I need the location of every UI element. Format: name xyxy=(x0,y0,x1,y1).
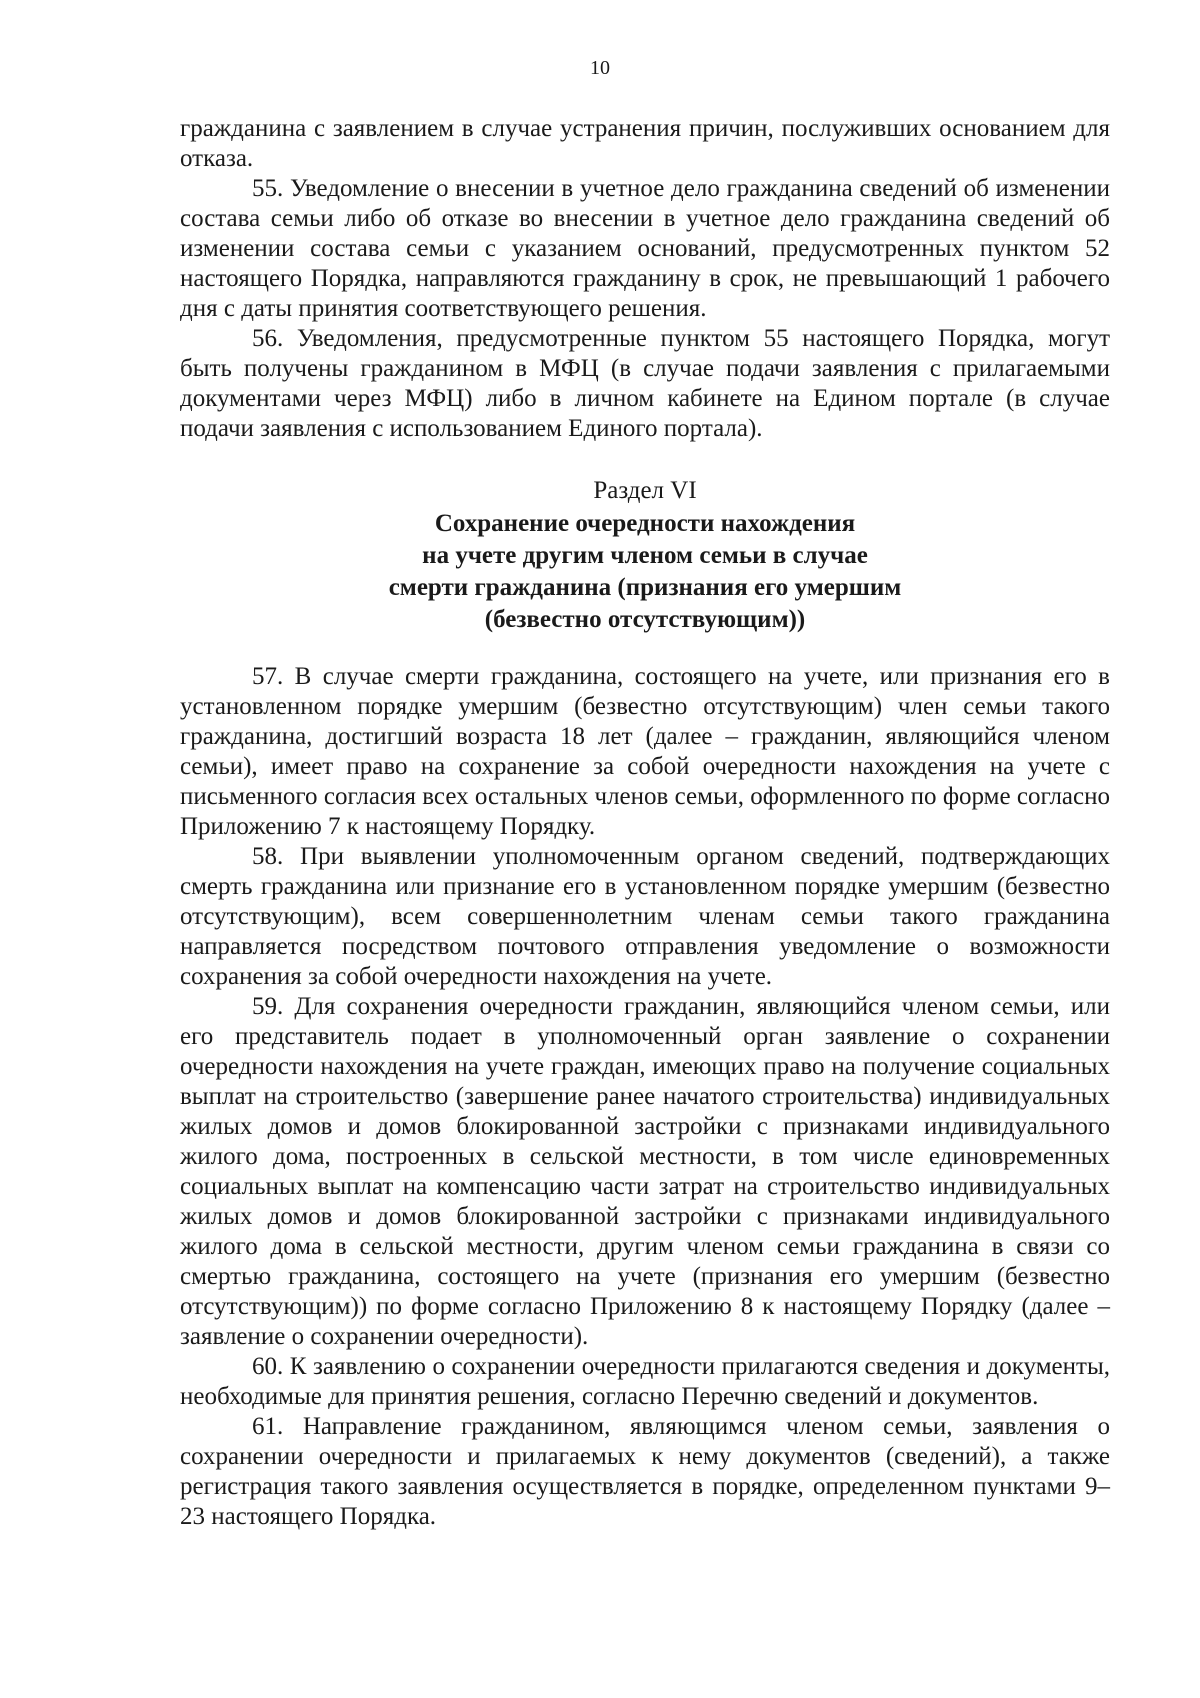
section-heading xyxy=(180,474,1110,636)
paragraph-61: 61. Направление гражданином, являющимся членом семьи, заявления о сохранении очередности и прилагаемых к нему документов (сведений), а также регистрация такого заявления осуществляется в порядке, определенном пунктами 9–23 настоящего Порядка. xyxy=(180,1413,1110,1530)
section-title-line: Сохранение очередности нахождения xyxy=(434,510,856,537)
section-title-line: смерти гражданина (признания его умершим xyxy=(388,574,902,601)
paragraph-55: 55. Уведомление о внесении в учетное дело гражданина сведений об изменении состава семьи либо об отказе во внесении в учетное дело гражданина сведений об изменении состава семьи с указанием оснований, предусмотренных пунктом 52 настоящего Порядка, направляются гражданину в срок, не превышающий 1 рабочего дня с даты принятия соответствующего решения. xyxy=(180,175,1110,322)
section-title-line: (безвестно отсутствующим)) xyxy=(484,606,806,633)
document-body xyxy=(180,114,1110,1532)
page-number: 10 xyxy=(590,57,610,79)
paragraph-59: 59. Для сохранения очередности гражданин, являющийся членом семьи, или его представитель подает в уполномоченный орган заявление о сохранении очередности нахождения на учете граждан, имеющих право на получение социальных выплат на строительство (завершение ранее начатого строительства) индивидуальных жилых домов и домов блокированной застройки с признаками индивидуального жилого дома, построенных в сельской местности, в том числе единовременных социальных выплат на компенсацию части затрат на строительство индивидуальных жилых домов и домов блокированной застройки с признаками индивидуального жилого дома в сельской местности, другим членом семьи гражданина в связи со смертью гражданина, состоящего на учете (признания его умершим (безвестно отсутствующим)) по форме согласно Приложению 8 к настоящему Порядку (далее – заявление о сохранении очередности). xyxy=(180,993,1110,1350)
section-title-line: на учете другим членом семьи в случае xyxy=(422,542,868,569)
paragraph-continuation: гражданина с заявлением в случае устранения причин, послуживших основанием для отказа. xyxy=(180,115,1110,172)
paragraph-57: 57. В случае смерти гражданина, состоящего на учете, или признания его в установленном порядке умершим (безвестно отсутствующим) член семьи такого гражданина, достигший возраста 18 лет (далее – гражданин, являющийся членом семьи), имеет право на сохранение за собой очередности нахождения на учете с письменного согласия всех остальных членов семьи, оформленного по форме согласно Приложению 7 к настоящему Порядку. xyxy=(180,663,1110,840)
section-label: Раздел VI xyxy=(593,477,697,504)
paragraph-58: 58. При выявлении уполномоченным органом сведений, подтверждающих смерть гражданина или признание его в установленном порядке умершим (безвестно отсутствующим), всем совершеннолетним членам семьи такого гражданина направляется посредством почтового отправления уведомление о возможности сохранения за собой очередности нахождения на учете. xyxy=(180,843,1110,990)
paragraph-56: 56. Уведомления, предусмотренные пунктом 55 настоящего Порядка, могут быть получены гражданином в МФЦ (в случае подачи заявления с прилагаемыми документами через МФЦ) либо в личном кабинете на Едином портале (в случае подачи заявления с использованием Единого портала). xyxy=(180,325,1110,442)
paragraph-60: 60. К заявлению о сохранении очередности прилагаются сведения и документы, необходимые для принятия решения, согласно Перечню сведений и документов. xyxy=(180,1353,1110,1410)
